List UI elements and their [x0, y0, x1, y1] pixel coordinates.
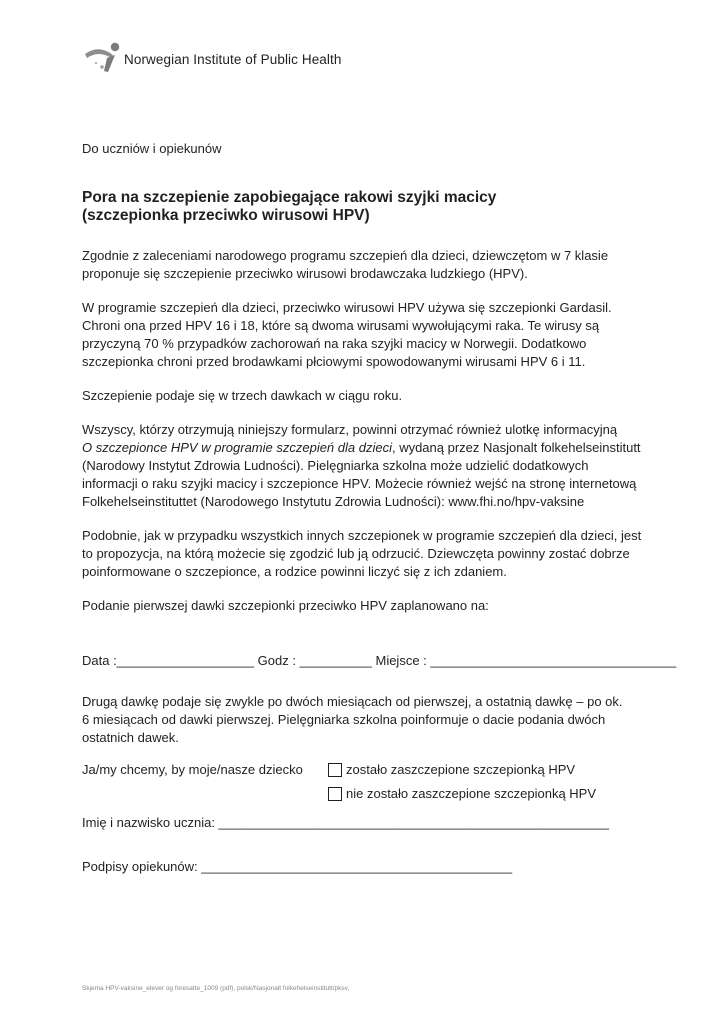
text-line: szczepionka chroni przed brodawkami płciowymi spowodowanymi wirusami HPV 6 i 11. [82, 354, 586, 369]
text-line: ostatnich dawek. [82, 730, 179, 745]
org-name: Norwegian Institute of Public Health [124, 51, 342, 67]
letter-body [82, 140, 642, 615]
paragraph-intro [82, 247, 642, 283]
text-line: Folkehelseinstituttet (Narodowego Instytutu Zdrowia Ludności): www.fhi.no/hpv-vaksine [82, 494, 585, 509]
text-line: Zgodnie z zaleceniami narodowego programu szczepień dla dzieci, dziewczętom w 7 klasie [82, 248, 609, 263]
text-line: Szczepienie podaje się w trzech dawkach w ciągu roku. [82, 388, 403, 403]
text-line: Podobnie, jak w przypadku wszystkich innych szczepionek w programie szczepień dla dzieci, jest [82, 528, 642, 543]
text-line: Wszyscy, którzy otrzymują niniejszy formularz, powinni otrzymać również ulotkę informacyjną [82, 422, 618, 437]
date-time-place-fields[interactable]: Data :___________________ Godz : __________ Miejsce : __________________________________ [82, 653, 677, 668]
header-logo [82, 38, 341, 80]
paragraph-next-doses [82, 693, 642, 747]
addressee: Do uczniów i opiekunów [82, 141, 222, 156]
student-name-field[interactable]: Imię i nazwisko ucznia: ______________________________________________________ [82, 815, 609, 830]
guardian-signatures-field[interactable]: Podpisy opiekunów: ___________________________________________ [82, 859, 513, 874]
option-no-label: nie zostało zaszczepione szczepionką HPV [346, 786, 597, 801]
page-title [82, 189, 642, 225]
consent-option-yes[interactable] [328, 762, 575, 777]
paragraph-voluntary [82, 527, 642, 581]
text-line: Drugą dawkę podaje się zwykle po dwóch miesiącach od pierwszej, a ostatnią dawkę – po ok. [82, 694, 623, 709]
text-line: 6 miesiącach od dawki pierwszej. Pielęgniarka szkolna poinformuje o dacie podania dwóch [82, 712, 606, 727]
paragraph-doses [82, 387, 642, 405]
text-line: Chroni ona przed HPV 16 i 18, które są dwoma wirusami wywołującymi raka. Te wirusy są [82, 318, 600, 333]
text-line: (Narodowy Instytut Zdrowia Ludności). Pielęgniarka szkolna może udzielić dodatkowych [82, 458, 589, 473]
option-yes-label: zostało zaszczepione szczepionką HPV [346, 762, 576, 777]
title-line-1: Pora na szczepienie zapobiegające rakowi szyjki macicy [82, 189, 497, 206]
consent-label: Ja/my chcemy, by moje/nasze dziecko [82, 762, 303, 777]
title-line-2: (szczepionka przeciwko wirusowi HPV) [82, 207, 370, 224]
text-line: to propozycja, na którą możecie się zgodzić lub ją odrzucić. Dziewczęta powinny zostać dobrze [82, 546, 630, 561]
leaflet-title: O szczepionce HPV w programie szczepień dla dzieci [82, 440, 392, 455]
checkbox-yes[interactable] [328, 763, 342, 777]
text-fragment: , wydaną przez Nasjonalt folkehelseinstitutt [391, 440, 641, 455]
nipn-logo-icon [82, 39, 122, 79]
paragraph-leaflet [82, 421, 642, 511]
checkbox-no[interactable] [328, 787, 342, 801]
consent-option-no[interactable] [328, 786, 596, 801]
text-line: W programie szczepień dla dzieci, przeciwko wirusowi HPV używa się szczepionki Gardasil. [82, 300, 612, 315]
text-line: Podanie pierwszej dawki szczepionki przeciwko HPV zaplanowano na: [82, 598, 489, 613]
text-line: proponuje się szczepienie przeciwko wirusowi brodawczaka ludzkiego (HPV). [82, 266, 528, 281]
text-line: przyczyną 70 % przypadków zachorowań na raka szyjki macicy w Norwegii. Dodatkowo [82, 336, 587, 351]
text-line [82, 439, 642, 457]
text-line: informacji o raku szyjki macicy i szczepionce HPV. Możecie również wejść na stronę internetową [82, 476, 637, 491]
text-line: poinformowane o szczepionce, a rodzice powinni liczyć się z ich zdaniem. [82, 564, 507, 579]
paragraph-first-dose [82, 597, 642, 615]
footer-reference: Skjema HPV-vaksine_elever og foresatte_1009 (pdf), polsk/Nasjonalt folkehelseinstitutt/pksv, [82, 985, 350, 992]
paragraph-gardasil [82, 299, 642, 371]
